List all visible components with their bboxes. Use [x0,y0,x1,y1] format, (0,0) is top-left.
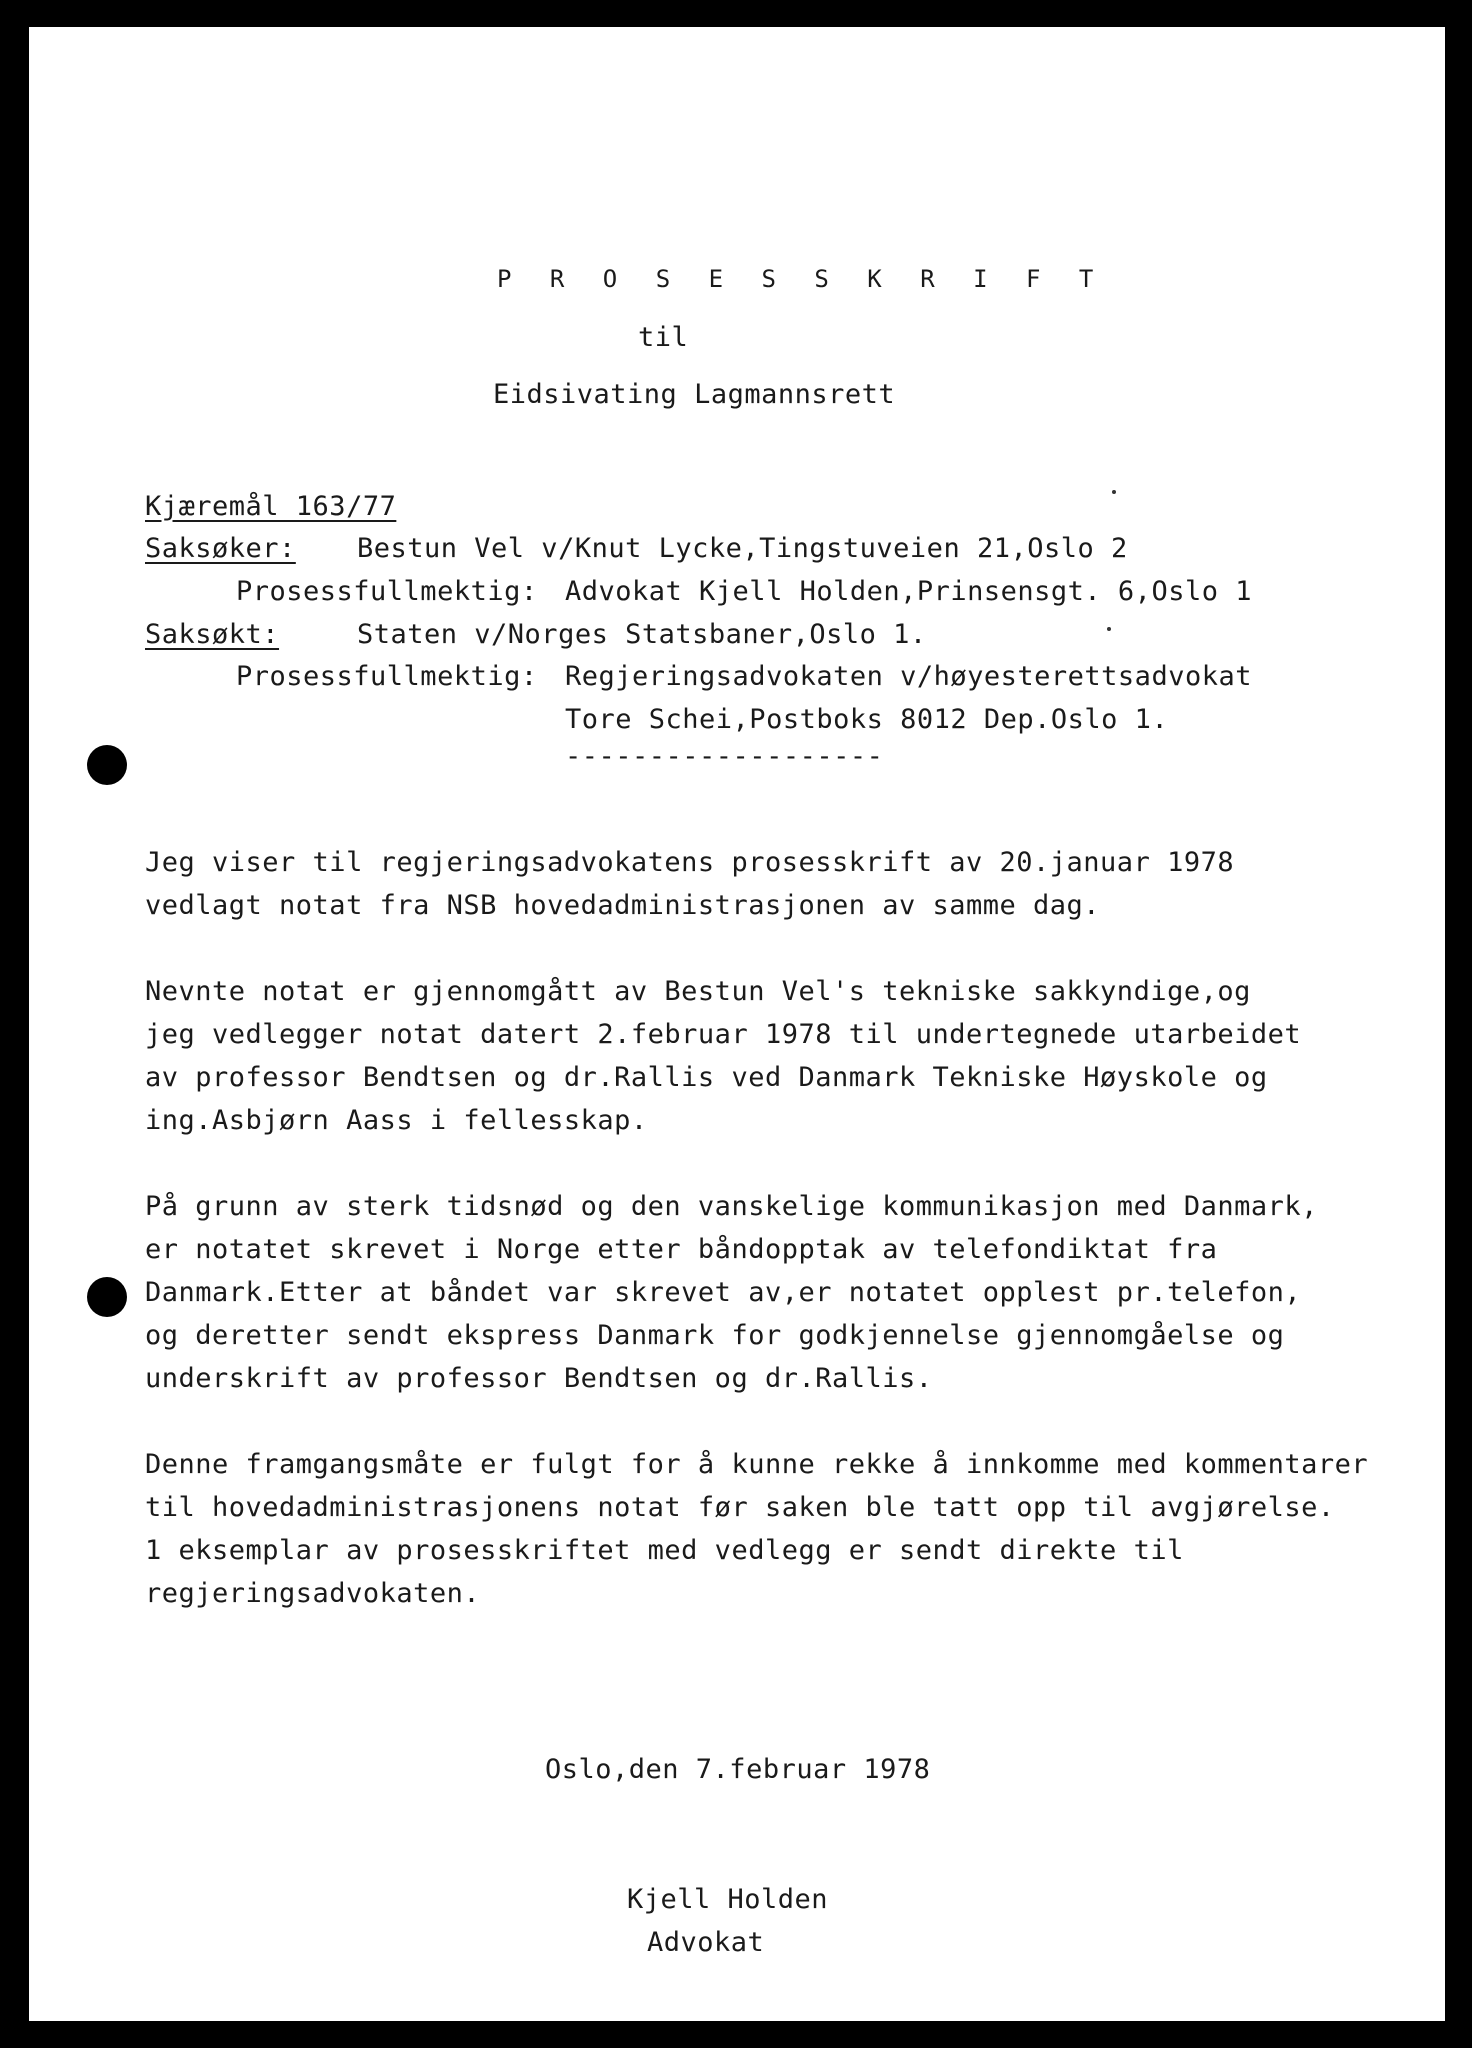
paragraph-4-line-2: til hovedadministrasjonens notat før saken ble tatt opp til avgjørelse. [145,1492,1335,1523]
defendant-counsel-label: Prosessfullmektig: [236,661,538,692]
paragraph-2-line-3: av professor Bendtsen og dr.Rallis ved Danmark Tekniske Høyskole og [145,1062,1268,1093]
document-page [29,27,1445,2021]
paragraph-4-line-3: 1 eksemplar av prosesskriftet med vedlegg er sendt direkte til [145,1535,1184,1566]
paragraph-1-line-1: Jeg viser til regjeringsadvokatens prosesskrift av 20.januar 1978 [145,847,1235,878]
case-number: Kjæremål 163/77 [145,491,397,522]
separator-line: ------------------- [565,741,884,772]
speck [1112,490,1116,494]
place-and-date: Oslo,den 7.februar 1978 [545,1754,931,1785]
paragraph-3-line-5: underskrift av professor Bendtsen og dr.Rallis. [145,1363,933,1394]
paragraph-4-line-4: regjeringsadvokaten. [145,1578,481,1609]
paragraph-2-line-4: ing.Asbjørn Aass i fellesskap. [145,1105,648,1136]
plaintiff-label: Saksøker: [145,533,296,564]
paragraph-3-line-1: På grunn av sterk tidsnød og den vanskelige kommunikasjon med Danmark, [145,1191,1318,1222]
defendant: Staten v/Norges Statsbaner,Oslo 1. [357,619,927,650]
signatory-title: Advokat [647,1927,765,1958]
court-name: Eidsivating Lagmannsrett [493,379,896,410]
defendant-counsel-line2: Tore Schei,Postboks 8012 Dep.Oslo 1. [565,704,1169,735]
defendant-label: Saksøkt: [145,619,280,650]
signatory-name: Kjell Holden [627,1884,829,1915]
paragraph-4-line-1: Denne framgangsmåte er fulgt for å kunne rekke å innkomme med kommentarer [145,1449,1369,1480]
paragraph-3-line-4: og deretter sendt ekspress Danmark for godkjennelse gjennomgåelse og [145,1320,1285,1351]
document-title: P R O S E S S K R I F T [497,265,1106,293]
paragraph-3-line-2: er notatet skrevet i Norge etter båndopptak av telefondiktat fra [145,1234,1218,1265]
punch-hole-top [87,745,127,785]
plaintiff-counsel: Advokat Kjell Holden,Prinsensgt. 6,Oslo 1 [565,576,1252,607]
paragraph-2-line-2: jeg vedlegger notat datert 2.februar 1978 til undertegnede utarbeidet [145,1019,1302,1050]
paragraph-1-line-2: vedlagt notat fra NSB hovedadministrasjonen av samme dag. [145,890,1101,921]
paragraph-3-line-3: Danmark.Etter at båndet var skrevet av,er notatet opplest pr.telefon, [145,1277,1302,1308]
paragraph-2-line-1: Nevnte notat er gjennomgått av Bestun Vel's tekniske sakkyndige,og [145,976,1251,1007]
defendant-counsel-line1: Regjeringsadvokaten v/høyesterettsadvokat [565,661,1252,692]
title-til: til [638,322,689,353]
speck [1107,627,1111,631]
punch-hole-bottom [87,1277,127,1317]
plaintiff-counsel-label: Prosessfullmektig: [236,576,538,607]
plaintiff: Bestun Vel v/Knut Lycke,Tingstuveien 21,Oslo 2 [357,533,1128,564]
